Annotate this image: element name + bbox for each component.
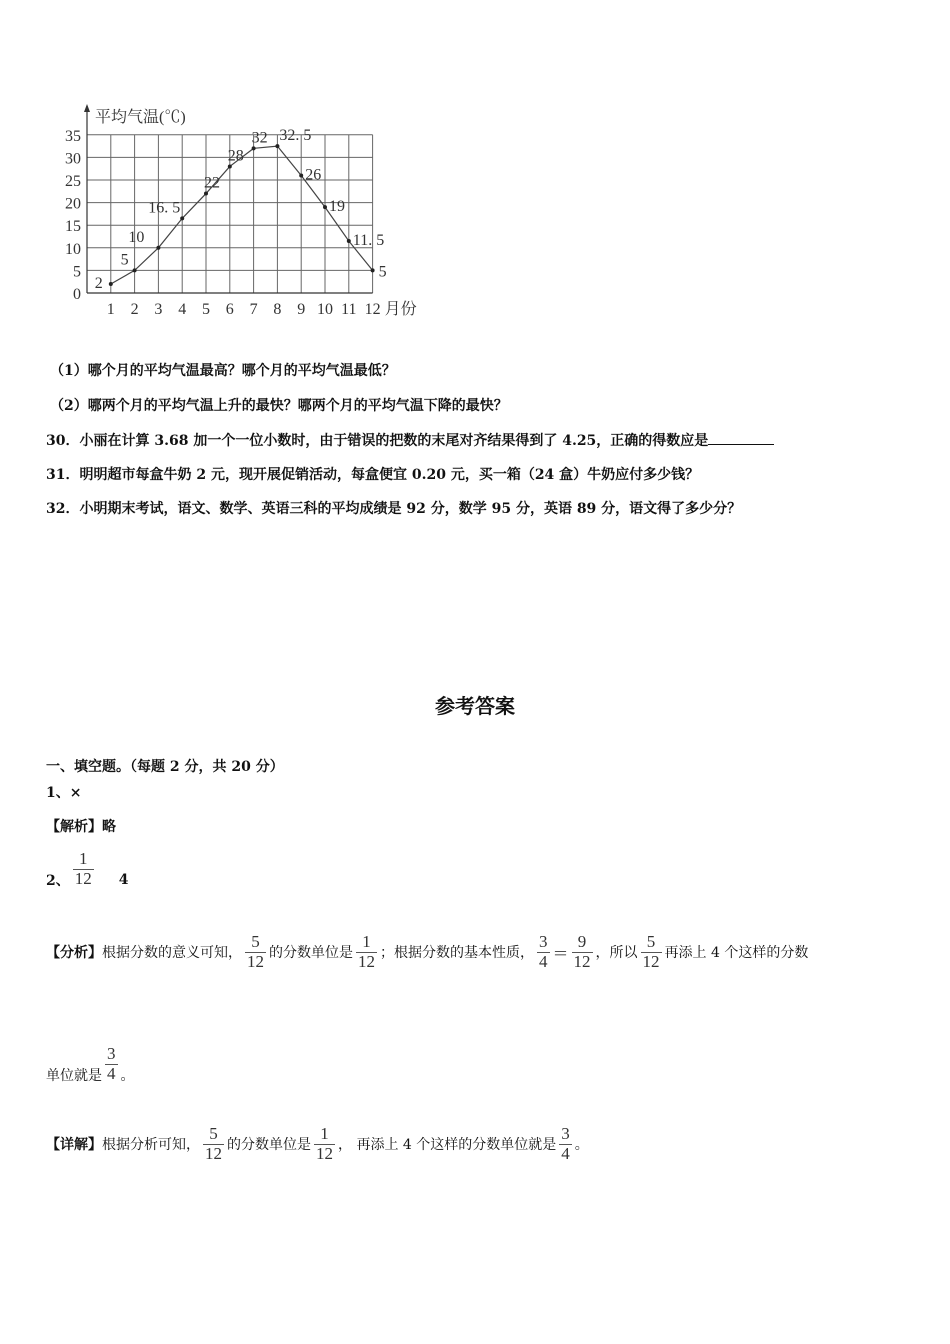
analysis-text: ；根据分数的基本性质， bbox=[380, 945, 534, 962]
y-tick-label: 20 bbox=[65, 195, 81, 213]
x-tick-label: 1 bbox=[106, 301, 115, 318]
chart-axes bbox=[65, 104, 417, 318]
y-axis-arrow bbox=[84, 104, 90, 112]
question-2: （2）哪两个月的平均气温上升的最快？哪两个月的平均气温下降的最快？ bbox=[50, 398, 508, 414]
analysis-line-2 bbox=[46, 1043, 135, 1085]
question-30-text: 30．小丽在计算 3.68 加一个一位小数时，由于错误的把数的末尾对齐结果得到了 4.25，正确的得数应是 bbox=[46, 433, 709, 449]
y-tick-label: 0 bbox=[73, 286, 81, 303]
detail-label: 【详解】 bbox=[46, 1137, 102, 1154]
y-tick-label: 25 bbox=[65, 173, 81, 190]
analysis-text: 的分数单位是 bbox=[269, 945, 353, 962]
data-label: 19 bbox=[329, 198, 345, 216]
y-tick-label: 15 bbox=[65, 218, 81, 236]
analysis-text: 。 bbox=[120, 1068, 135, 1084]
y-tick-label: 35 bbox=[65, 127, 81, 145]
data-point bbox=[156, 246, 160, 250]
question-30 bbox=[46, 430, 774, 450]
data-point bbox=[275, 144, 279, 148]
y-tick-label: 5 bbox=[73, 263, 81, 281]
data-label: 2 bbox=[94, 274, 103, 292]
y-tick-label: 30 bbox=[65, 150, 81, 168]
question-31: 31．明明超市每盒牛奶 2 元，现开展促销活动，每盒便宜 0.20 元，买一箱（24 盒）牛奶应付多少钱？ bbox=[46, 467, 700, 483]
fraction-three-quarters: $\frac{3}{4}$ bbox=[539, 932, 548, 971]
fraction-three-quarters: $\frac{3}{4}$ bbox=[561, 1124, 570, 1163]
data-point bbox=[180, 216, 184, 220]
data-label: 16. 5 bbox=[148, 199, 181, 217]
detail-text: ， 再添上 4 个这样的分数单位就是 bbox=[338, 1137, 557, 1154]
data-label: 5 bbox=[120, 251, 129, 269]
detail-text: 。 bbox=[574, 1137, 589, 1154]
data-label: 22 bbox=[204, 174, 220, 192]
data-label: 10 bbox=[128, 228, 145, 246]
data-label: 11. 5 bbox=[352, 232, 385, 250]
section-heading: 一、填空题。（每题 2 分，共 20 分） bbox=[46, 759, 284, 775]
question-32: 32．小明期末考试，语文、数学、英语三科的平均成绩是 92 分，数学 95 分，英语 89 分，语文得了多少分？ bbox=[46, 501, 742, 517]
data-point bbox=[204, 192, 208, 196]
data-label: 5 bbox=[378, 263, 387, 281]
data-label: 26 bbox=[305, 166, 322, 184]
data-label: 32 bbox=[251, 129, 268, 147]
x-tick-label: 7 bbox=[249, 301, 258, 318]
answer-1-analysis: 【解析】略 bbox=[46, 819, 116, 835]
data-point bbox=[323, 205, 327, 209]
x-tick-label: 9 bbox=[297, 301, 306, 318]
equals-sign: ＝ bbox=[552, 943, 569, 963]
detail-text: 的分数单位是 bbox=[227, 1137, 311, 1154]
fraction-one-twelfth: $\frac{1}{12}$ bbox=[316, 1124, 333, 1163]
analysis-text: ，所以 bbox=[595, 945, 638, 962]
answer-2-value: 4 bbox=[118, 872, 129, 888]
x-tick-label: 2 bbox=[130, 301, 139, 318]
x-tick-label: 6 bbox=[225, 301, 234, 318]
data-point bbox=[252, 146, 256, 150]
data-point bbox=[371, 268, 375, 272]
detail-text: 根据分析可知， bbox=[102, 1137, 200, 1154]
x-tick-label: 5 bbox=[202, 301, 210, 318]
data-point bbox=[109, 282, 113, 286]
fraction-five-twelfths: $\frac{5}{12}$ bbox=[205, 1124, 222, 1163]
y-tick-label: 10 bbox=[65, 240, 81, 258]
y-axis-title: 平均气温(℃) bbox=[95, 109, 186, 126]
fraction-three-quarters: $\frac{3}{4}$ bbox=[107, 1043, 116, 1083]
fraction-nine-twelfths: $\frac{9}{12}$ bbox=[573, 932, 591, 971]
x-tick-label: 8 bbox=[273, 301, 282, 318]
x-axis-title: 月份 bbox=[384, 301, 417, 318]
data-point bbox=[347, 239, 351, 243]
fraction-one-twelfth: $\frac{1}{12}$ bbox=[74, 848, 92, 888]
analysis-text: 根据分数的意义可知， bbox=[102, 945, 242, 962]
analysis-text: 再添上 4 个这样的分数 bbox=[664, 945, 809, 962]
answer-2-prefix: 2、 bbox=[46, 873, 70, 889]
fraction-one-twelfth: $\frac{1}{12}$ bbox=[358, 932, 375, 971]
x-tick-label: 10 bbox=[317, 301, 333, 318]
fraction-five-twelfths: $\frac{5}{12}$ bbox=[247, 932, 264, 971]
data-label: 32. 5 bbox=[279, 127, 312, 145]
data-point bbox=[299, 173, 303, 177]
x-tick-label: 3 bbox=[154, 301, 163, 318]
x-tick-label: 4 bbox=[178, 301, 187, 318]
analysis-line bbox=[46, 933, 808, 971]
temperature-chart bbox=[60, 98, 440, 328]
answer-1: 1、× bbox=[46, 785, 82, 801]
data-point bbox=[228, 164, 232, 168]
question-1: （1）哪个月的平均气温最高？哪个月的平均气温最低？ bbox=[50, 363, 396, 379]
data-point bbox=[133, 268, 137, 272]
answer-blank bbox=[708, 432, 774, 445]
answers-title: 参考答案 bbox=[435, 694, 515, 718]
fraction-five-twelfths: $\frac{5}{12}$ bbox=[642, 932, 660, 971]
data-label: 28 bbox=[227, 147, 244, 165]
analysis-label: 【分析】 bbox=[46, 945, 102, 962]
answer-2 bbox=[46, 848, 129, 890]
x-tick-label: 11 bbox=[341, 301, 357, 318]
x-tick-label: 12 bbox=[364, 301, 381, 318]
detail-line bbox=[46, 1125, 589, 1163]
analysis-text: 单位就是 bbox=[46, 1068, 102, 1084]
